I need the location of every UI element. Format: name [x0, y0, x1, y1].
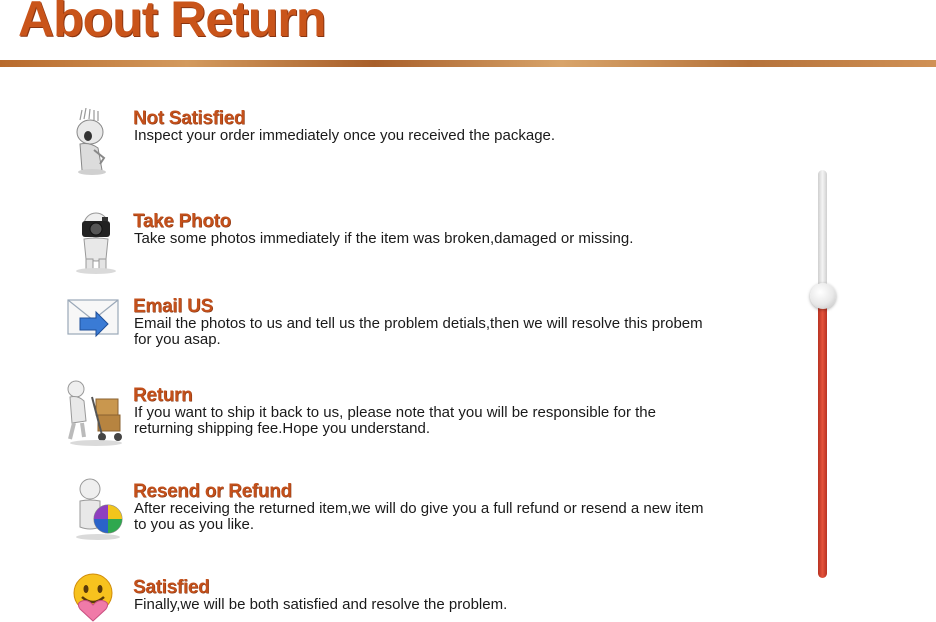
banner: [0, 0, 936, 70]
step-description: Email the photos to us and tell us the problem detials,then we will resolve this probem for you asap.: [134, 315, 703, 348]
step-title: Resend or Refund: [133, 481, 292, 502]
step-title: Return: [133, 385, 193, 406]
banner-divider: [0, 60, 936, 67]
sad-figure-icon: [62, 108, 132, 178]
step-description: Take some photos immediately if the item was broken,damaged or missing.: [134, 230, 634, 247]
slider-track-filled: [818, 296, 827, 578]
step-description: If you want to ship it back to us, please note that you will be responsible for the returning shipping fee.Hope you understand.: [134, 404, 656, 437]
step-title: Not Satisfied: [133, 108, 246, 129]
smiley-heart-icon: [62, 573, 132, 622]
step-description: Inspect your order immediately once you received the package.: [134, 127, 556, 144]
page-title: About Return: [18, 0, 326, 47]
hand-truck-figure-icon: [62, 377, 132, 447]
camera-figure-icon: [62, 207, 132, 277]
email-envelope-icon: [62, 296, 132, 366]
step-title: Take Photo: [133, 211, 231, 232]
slider-track-empty: [818, 170, 827, 296]
step-description: After receiving the returned item,we will do give you a full refund or resend a new item to you as you like.: [134, 500, 704, 533]
step-description: Finally,we will be both satisfied and resolve the problem.: [134, 596, 508, 613]
step-title: Email US: [133, 296, 213, 317]
puzzle-figure-icon: [62, 473, 132, 543]
slider-knob: [810, 283, 836, 309]
step-title: Satisfied: [133, 577, 210, 598]
